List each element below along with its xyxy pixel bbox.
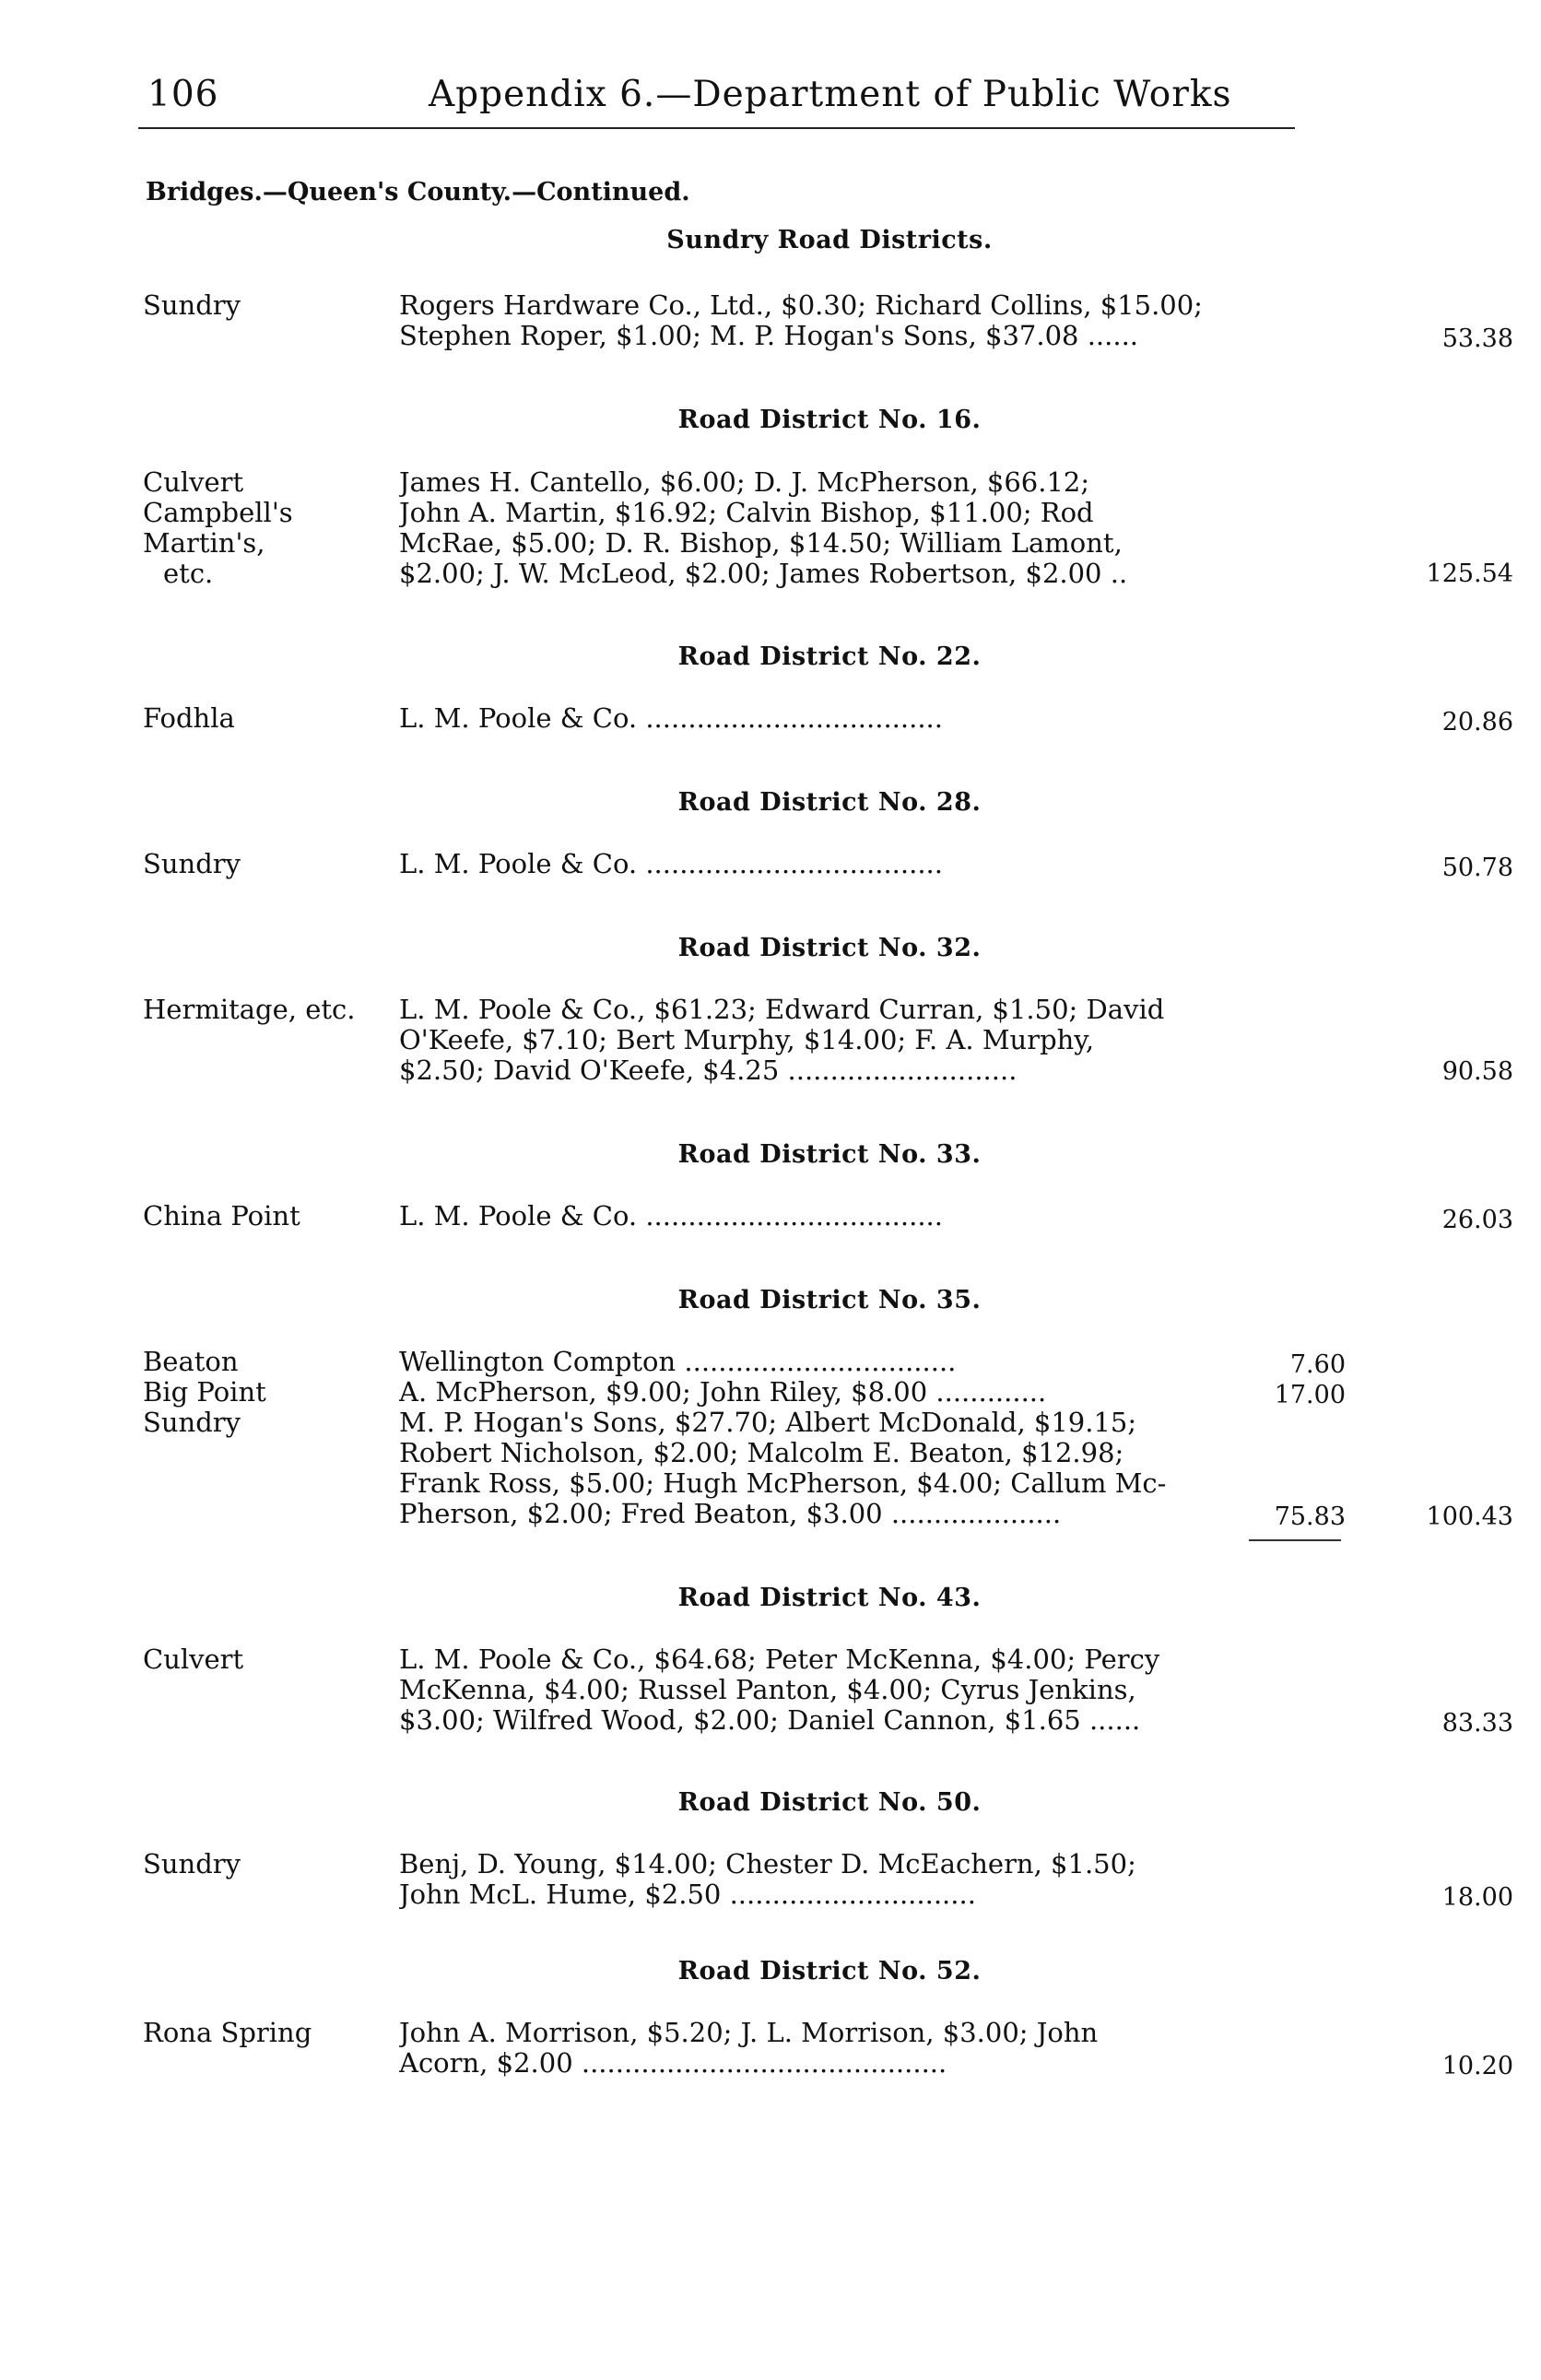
entry-amount: 50.78	[1441, 854, 1513, 882]
entry-label: Culvert Campbell's Martin's, etc.	[143, 466, 293, 589]
entry-description: Rogers Hardware Co., Ltd., $0.30; Richard Collins, $15.00; Stephen Roper, $1.00; M. P. Hogan's Sons, $37.08 ......	[399, 290, 1203, 351]
section-title: Sundry Road Districts.	[666, 226, 993, 254]
entry-description: John A. Morrison, $5.20; J. L. Morrison, $3.00; John Acorn, $2.00 ...........................................	[399, 2018, 1099, 2079]
section-title: Road District No. 33.	[677, 1140, 982, 1169]
entry-description: James H. Cantello, $6.00; D. J. McPherson, $66.12; John A. Martin, $16.92; Calvin Bishop, $11.00; Rod McRae, $5.00; D. R. Bishop, $14.50; William Lamont, $2.00; J. W. McLeod, $2.00; James Robertson, $2.00 ..	[399, 467, 1128, 589]
header-rule	[138, 127, 1295, 129]
page-title: Appendix 6.—Department of Public Works	[429, 74, 1232, 115]
entry-subamount: 7.60	[1289, 1350, 1346, 1379]
entry-label: China Point	[143, 1200, 300, 1231]
section-title: Road District No. 50.	[677, 1788, 982, 1817]
entry-amount: 100.43	[1426, 1502, 1513, 1531]
entry-subamount: 75.83	[1274, 1502, 1346, 1531]
entry-description: L. M. Poole & Co., $61.23; Edward Curran, $1.50; David O'Keefe, $7.10; Bert Murphy, $14.00; F. A. Murphy, $2.50; David O'Keefe, $4.25 ...........................	[399, 995, 1165, 1086]
section-title: Road District No. 52.	[677, 1957, 982, 1985]
section-title: Road District No. 32.	[677, 934, 982, 962]
entry-label: Sundry	[143, 289, 241, 321]
entry-subamount: 17.00	[1274, 1381, 1346, 1409]
entry-amount: 18.00	[1441, 1883, 1513, 1912]
subtotal-rule	[1249, 1539, 1341, 1541]
page-header	[138, 66, 1240, 122]
entry-label: Hermitage, etc.	[143, 994, 356, 1025]
entry-label: Sundry	[143, 848, 241, 879]
section-title: Road District No. 22.	[677, 642, 982, 671]
section-title: Road District No. 43.	[677, 1584, 982, 1612]
section-title: Road District No. 28.	[677, 788, 982, 817]
entry-amount: 20.86	[1441, 708, 1513, 736]
entry-amount: 26.03	[1441, 1206, 1513, 1234]
entry-amount: 53.38	[1441, 324, 1513, 353]
entry-description: Wellington Compton ................................ A. McPherson, $9.00; John Riley, $8.00 ............. M. P. Hogan's Sons, $27.70; Albert McDonald, $19.15; Robert Nicholson, $2.00; Malcolm E. Beaton, $12.98; Frank Ross, $5.00; Hugh McPherson, $4.00; Callum Mc- Pherson, $2.00; Fred Beaton, $3.00 ....................	[399, 1347, 1167, 1529]
section-title: Road District No. 35.	[677, 1286, 982, 1314]
entry-description: L. M. Poole & Co., $64.68; Peter McKenna, $4.00; Percy McKenna, $4.00; Russel Panton, $4.00; Cyrus Jenkins, $3.00; Wilfred Wood, $2.00; Daniel Cannon, $1.65 ......	[399, 1644, 1160, 1736]
entry-description: Benj, D. Young, $14.00; Chester D. McEachern, $1.50; John McL. Hume, $2.50 .............................	[399, 1849, 1136, 1910]
page-number: 106	[147, 74, 219, 115]
entry-amount: 125.54	[1426, 560, 1513, 588]
section-title: Road District No. 16.	[677, 406, 982, 434]
section-subheading: Bridges.—Queen's County.—Continued.	[146, 178, 690, 206]
entry-description: L. M. Poole & Co. ...................................	[399, 1201, 943, 1231]
entry-description: L. M. Poole & Co. ...................................	[399, 703, 943, 734]
entry-label: Rona Spring	[143, 2017, 312, 2048]
entry-amount: 90.58	[1441, 1057, 1513, 1086]
entry-label: Sundry	[143, 1848, 241, 1879]
entry-description: L. M. Poole & Co. ...................................	[399, 849, 943, 879]
entry-amount: 10.20	[1441, 2052, 1513, 2080]
entry-label: Fodhla	[143, 702, 235, 734]
entry-label: Beaton Big Point Sundry	[143, 1346, 266, 1438]
entry-label: Culvert	[143, 1644, 244, 1675]
entry-amount: 83.33	[1441, 1709, 1513, 1738]
